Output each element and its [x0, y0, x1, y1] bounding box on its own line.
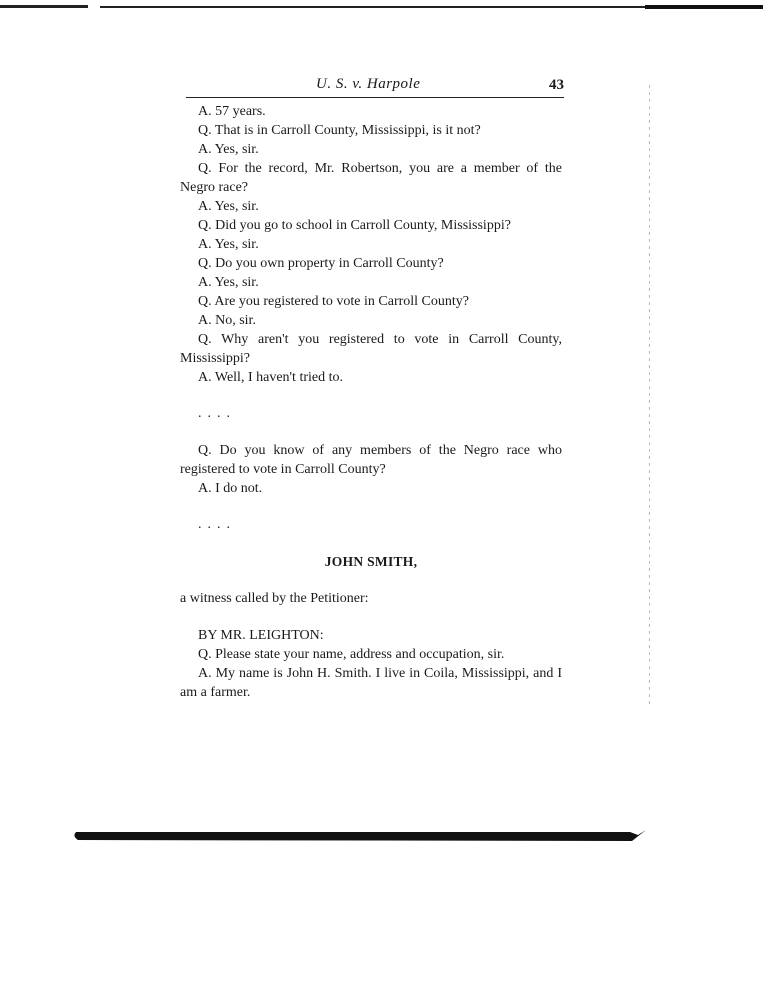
bottom-border-bar	[72, 826, 646, 846]
omission-ellipsis: ....	[198, 406, 236, 421]
question-line: Q. That is in Carroll County, Mississippi, is it not?	[198, 123, 481, 138]
scan-margin-line	[649, 85, 650, 705]
answer-line: A. I do not.	[198, 481, 263, 496]
witness-intro: a witness called by the Petitioner:	[180, 591, 369, 606]
running-header	[186, 76, 564, 96]
answer-line: A. Yes, sir.	[198, 275, 259, 290]
transcript-body	[180, 102, 562, 702]
answer-line: A. Yes, sir.	[198, 199, 259, 214]
answer-line: A. My name is John H. Smith. I live in Coila, Mississippi, and I am a farmer.	[180, 666, 562, 700]
answer-line: A. Well, I haven't tried to.	[198, 370, 343, 385]
question-line: Q. Please state your name, address and occupation, sir.	[198, 647, 505, 662]
answer-line: A. Yes, sir.	[198, 237, 259, 252]
running-header-title: U. S. v. Harpole	[316, 76, 421, 92]
examiner-line: BY MR. LEIGHTON:	[198, 628, 324, 643]
answer-line: A. Yes, sir.	[198, 142, 259, 157]
question-line: Q. Do you own property in Carroll County?	[198, 256, 444, 271]
witness-heading: JOHN SMITH,	[324, 554, 418, 569]
answer-line: A. 57 years.	[198, 104, 266, 119]
omission-ellipsis: ....	[198, 517, 236, 532]
question-line: Q. Are you registered to vote in Carroll County?	[198, 294, 469, 309]
question-line: Q. For the record, Mr. Robertson, you are a member of the Negro race?	[180, 161, 562, 195]
top-border-rule	[0, 3, 763, 9]
header-rule	[186, 97, 564, 98]
question-line: Q. Why aren't you registered to vote in Carroll County, Mississippi?	[180, 332, 562, 366]
question-line: Q. Did you go to school in Carroll County, Mississippi?	[198, 218, 511, 233]
page-number: 43	[549, 77, 564, 93]
question-line: Q. Do you know of any members of the Negro race who registered to vote in Carroll County?	[180, 443, 562, 477]
answer-line: A. No, sir.	[198, 313, 256, 328]
